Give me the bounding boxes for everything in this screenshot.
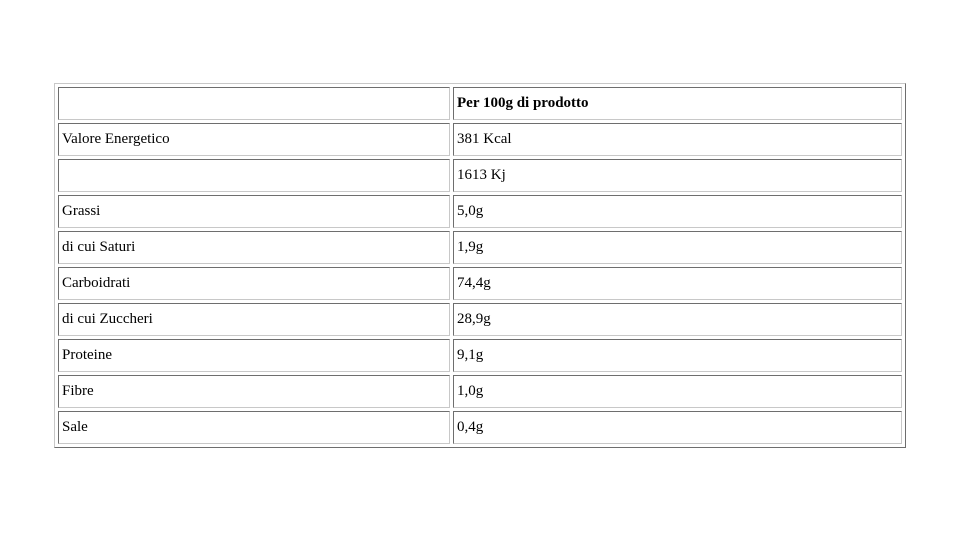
nutrient-label: Carboidrati	[58, 267, 450, 300]
table-row	[58, 411, 902, 444]
table-row	[58, 267, 902, 300]
header-label-cell	[58, 87, 450, 120]
nutrient-value: 9,1g	[453, 339, 902, 372]
nutrition-table	[54, 83, 906, 448]
table-row	[58, 159, 902, 192]
nutrient-label: Grassi	[58, 195, 450, 228]
nutrient-label: Fibre	[58, 375, 450, 408]
nutrient-label: Proteine	[58, 339, 450, 372]
nutrient-value: 0,4g	[453, 411, 902, 444]
table-header-row	[58, 87, 902, 120]
table-row	[58, 339, 902, 372]
table-row	[58, 123, 902, 156]
nutrient-value: 5,0g	[453, 195, 902, 228]
nutrient-label: Sale	[58, 411, 450, 444]
nutrient-value: 381 Kcal	[453, 123, 902, 156]
table-row	[58, 375, 902, 408]
nutrient-value: 1,9g	[453, 231, 902, 264]
nutrient-value: 1,0g	[453, 375, 902, 408]
nutrient-label: Valore Energetico	[58, 123, 450, 156]
table-row	[58, 231, 902, 264]
nutrient-value: 28,9g	[453, 303, 902, 336]
header-value-cell: Per 100g di prodotto	[453, 87, 902, 120]
nutrient-label: di cui Saturi	[58, 231, 450, 264]
nutrient-value: 74,4g	[453, 267, 902, 300]
nutrient-value: 1613 Kj	[453, 159, 902, 192]
table-row	[58, 303, 902, 336]
nutrient-label: di cui Zuccheri	[58, 303, 450, 336]
table-row	[58, 195, 902, 228]
nutrient-label	[58, 159, 450, 192]
